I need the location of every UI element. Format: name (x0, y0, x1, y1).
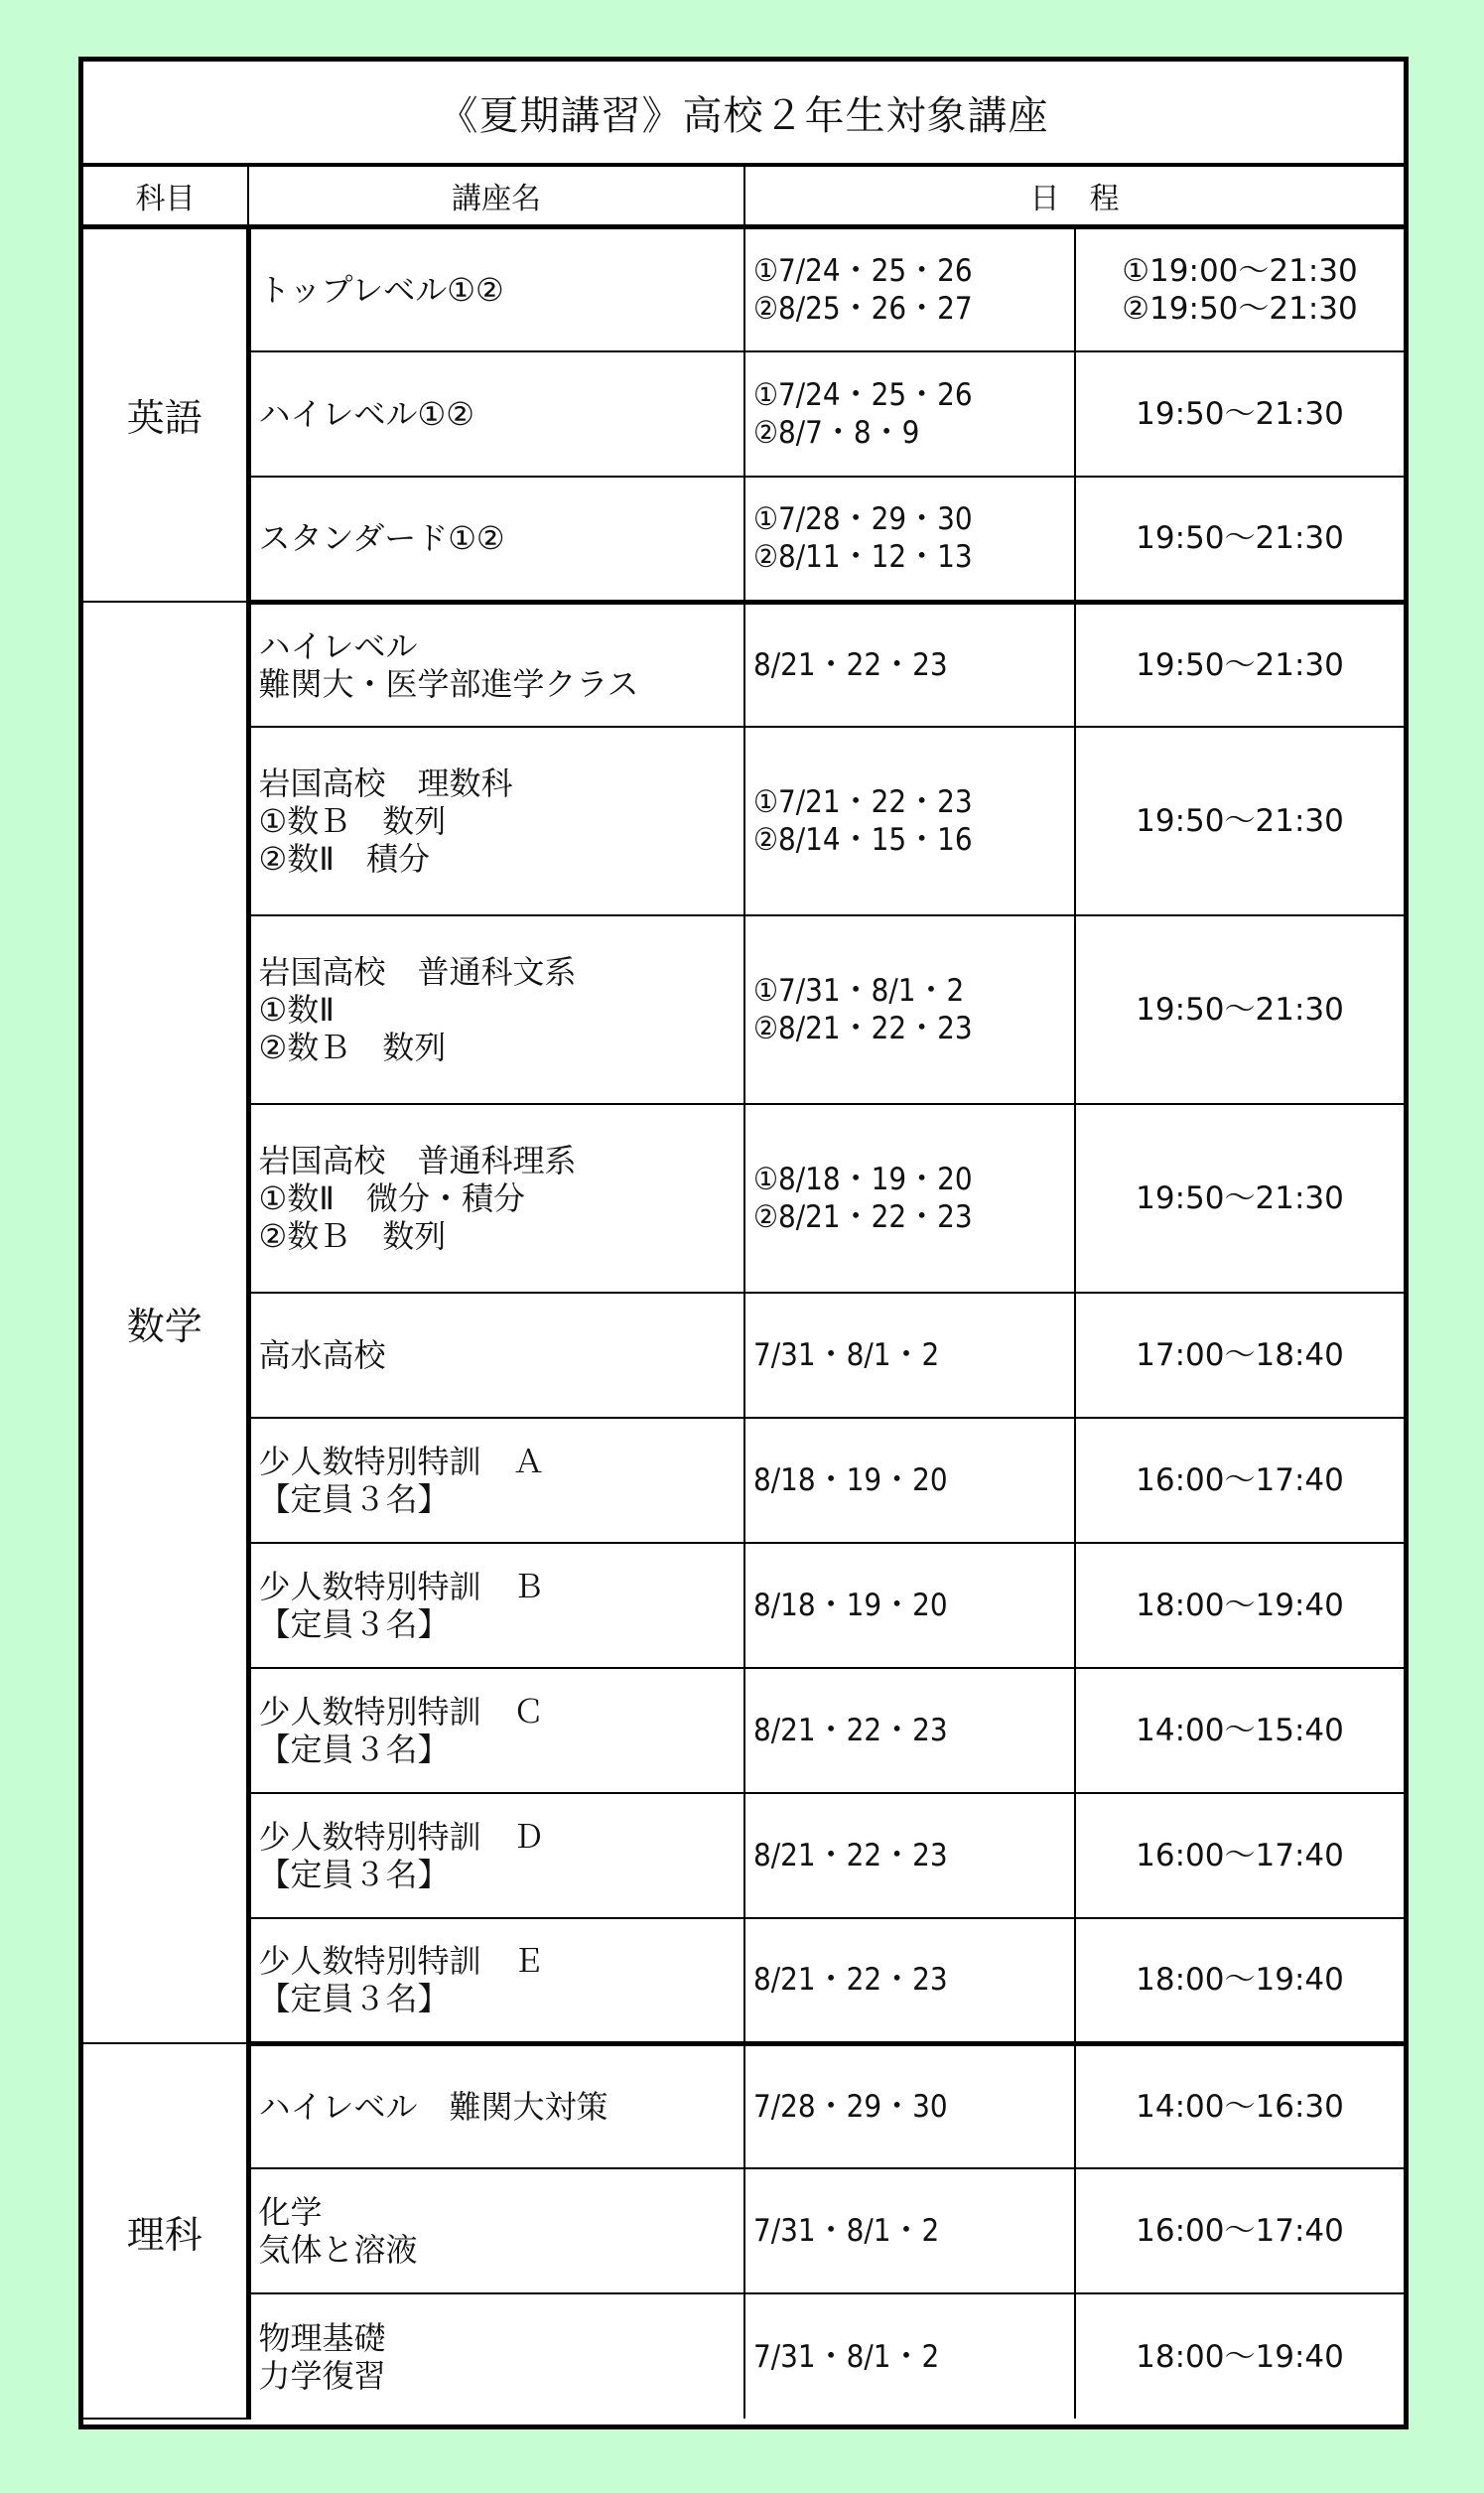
course-name-line: 物理基礎 (258, 2318, 386, 2357)
times-line: 19:50～21:30 (1136, 1180, 1344, 1216)
dates-line: 7/31・8/1・2 (753, 1337, 940, 1373)
dates-cell (744, 1418, 1075, 1543)
header-schedule: 日 程 (744, 167, 1404, 226)
course-name-line: 難関大・医学部進学クラス (258, 664, 639, 703)
course-name-line: 【定員３名】 (258, 1731, 450, 1768)
table-row (83, 477, 1404, 602)
dates-line: 8/18・19・20 (753, 1588, 948, 1623)
schedule-sheet (78, 57, 1409, 2429)
dates-line: ②8/14・15・16 (753, 822, 973, 858)
table-row (83, 1543, 1404, 1668)
course-name-line: ①数Ⅱ 微分・積分 (258, 1179, 525, 1217)
dates-line: 8/21・22・23 (753, 1713, 948, 1748)
table-row (83, 1793, 1404, 1918)
course-name-cell (248, 1104, 744, 1293)
table-row (83, 226, 1404, 351)
course-name-line: ハイレベル①② (258, 395, 474, 433)
times-line: 14:00～15:40 (1136, 1713, 1344, 1748)
course-name-line: 少人数特別特訓 Ｅ (258, 1942, 545, 1981)
course-name-line: 【定員３名】 (258, 1480, 450, 1518)
times-cell (1075, 1793, 1404, 1918)
dates-cell (744, 915, 1075, 1104)
times-cell (1075, 727, 1404, 915)
dates-cell (744, 727, 1075, 915)
table-row (83, 351, 1404, 477)
times-line: 16:00～17:40 (1136, 2213, 1344, 2249)
dates-line: 7/31・8/1・2 (753, 2213, 940, 2249)
dates-line: ①7/31・8/1・2 (753, 973, 965, 1009)
table-row (83, 915, 1404, 1104)
times-cell (1075, 1918, 1404, 2043)
course-name-cell (248, 1543, 744, 1668)
times-cell (1075, 602, 1404, 727)
times-line: 19:50～21:30 (1136, 992, 1344, 1028)
dates-cell (744, 2293, 1075, 2419)
dates-line: ②8/7・8・9 (753, 415, 920, 451)
table-row (83, 2168, 1404, 2293)
times-line: ②19:50～21:30 (1122, 290, 1358, 327)
dates-cell (744, 1668, 1075, 1793)
dates-cell (744, 351, 1075, 477)
times-cell (1075, 477, 1404, 602)
dates-cell (744, 1104, 1075, 1293)
subject-cell: 数学 (83, 602, 248, 2043)
table-row (83, 2293, 1404, 2419)
course-name-line: 高水高校 (258, 1336, 386, 1374)
times-line: 18:00～19:40 (1136, 1962, 1344, 1999)
times-cell (1075, 1668, 1404, 1793)
times-line: 19:50～21:30 (1136, 520, 1344, 557)
course-name-line: 力学復習 (258, 2356, 386, 2395)
times-cell (1075, 2293, 1404, 2419)
course-name-cell (248, 1293, 744, 1418)
subject-cell: 英語 (83, 226, 248, 602)
course-name-line: 少人数特別特訓 Ｄ (258, 1818, 545, 1856)
times-line: 14:00～16:30 (1136, 2088, 1344, 2125)
dates-line: ②8/21・22・23 (753, 1199, 973, 1235)
dates-cell (744, 1918, 1075, 2043)
course-name-line: 少人数特別特訓 Ｂ (258, 1568, 545, 1605)
header-course: 講座名 (248, 167, 744, 226)
dates-line: ②8/11・12・13 (753, 539, 973, 576)
dates-cell (744, 1793, 1075, 1918)
table-row (83, 1104, 1404, 1293)
header-row (83, 167, 1404, 226)
times-line: 19:50～21:30 (1136, 396, 1344, 432)
course-name-cell (248, 2168, 744, 2293)
header-subject: 科目 (83, 167, 248, 226)
times-cell (1075, 1293, 1404, 1418)
course-name-cell (248, 226, 744, 351)
course-name-cell (248, 1793, 744, 1918)
times-cell (1075, 1543, 1404, 1668)
dates-line: 8/21・22・23 (753, 646, 948, 683)
times-line: 19:50～21:30 (1136, 646, 1344, 683)
course-name-line: トップレベル①② (258, 270, 504, 309)
table-row (83, 1418, 1404, 1543)
course-name-cell (248, 1668, 744, 1793)
table-row (83, 2043, 1404, 2168)
dates-cell (744, 1293, 1075, 1418)
course-name-line: スタンダード①② (258, 519, 505, 558)
course-name-line: ①数Ｂ 数列 (258, 802, 447, 840)
times-cell (1075, 226, 1404, 351)
dates-cell (744, 226, 1075, 351)
dates-cell (744, 477, 1075, 602)
course-name-line: 岩国高校 理数科 (258, 764, 513, 802)
times-line: 16:00～17:40 (1136, 1462, 1344, 1498)
page-title: 《夏期講習》高校２年生対象講座 (83, 62, 1404, 167)
dates-cell (744, 2043, 1075, 2168)
times-line: 17:00～18:40 (1136, 1337, 1344, 1373)
table-row (83, 1668, 1404, 1793)
course-name-cell (248, 602, 744, 727)
dates-line: ①7/21・22・23 (753, 784, 973, 820)
dates-line: ①7/28・29・30 (753, 501, 973, 538)
course-name-line: 【定員３名】 (258, 1856, 450, 1893)
course-name-line: ②数Ｂ 数列 (258, 1029, 447, 1066)
course-name-line: 少人数特別特訓 Ａ (258, 1443, 545, 1480)
dates-line: ①7/24・25・26 (753, 377, 973, 413)
course-name-line: 化学 (258, 2193, 323, 2231)
course-name-line: ハイレベル 難関大対策 (258, 2087, 608, 2126)
course-name-cell (248, 915, 744, 1104)
dates-cell (744, 1543, 1075, 1668)
dates-line: ②8/21・22・23 (753, 1011, 973, 1046)
course-name-cell (248, 351, 744, 477)
times-cell (1075, 1418, 1404, 1543)
course-name-line: 気体と溶液 (258, 2231, 418, 2269)
course-name-line: ハイレベル (258, 626, 418, 665)
dates-cell (744, 602, 1075, 727)
table-row (83, 602, 1404, 727)
course-name-line: 岩国高校 普通科理系 (258, 1142, 577, 1179)
dates-line: ①8/18・19・20 (753, 1162, 973, 1197)
course-name-line: ①数Ⅱ (258, 991, 335, 1029)
table-row (83, 727, 1404, 915)
times-line: ①19:00～21:30 (1122, 252, 1358, 289)
dates-line: 7/28・29・30 (753, 2088, 948, 2125)
times-cell (1075, 1104, 1404, 1293)
dates-cell (744, 2168, 1075, 2293)
course-name-cell (248, 2293, 744, 2419)
course-name-line: ②数Ⅱ 積分 (258, 840, 430, 878)
course-name-cell (248, 1918, 744, 2043)
times-cell (1075, 351, 1404, 477)
subject-cell: 理科 (83, 2043, 248, 2419)
dates-line: 7/31・8/1・2 (753, 2338, 940, 2375)
course-name-cell (248, 727, 744, 915)
dates-line: ①7/24・25・26 (753, 252, 973, 289)
course-schedule-body (83, 167, 1404, 2419)
dates-line: 8/21・22・23 (753, 1838, 948, 1873)
dates-line: 8/21・22・23 (753, 1962, 948, 1999)
course-name-line: 岩国高校 普通科文系 (258, 953, 577, 991)
dates-line: 8/18・19・20 (753, 1462, 948, 1498)
times-cell (1075, 2043, 1404, 2168)
course-schedule-table (83, 167, 1404, 2420)
table-row (83, 1918, 1404, 2043)
course-name-line: 【定員３名】 (258, 1605, 450, 1643)
table-row (83, 1293, 1404, 1418)
times-line: 19:50～21:30 (1136, 803, 1344, 839)
times-cell (1075, 2168, 1404, 2293)
times-line: 16:00～17:40 (1136, 1838, 1344, 1873)
times-line: 18:00～19:40 (1136, 2338, 1344, 2375)
course-name-line: ②数Ｂ 数列 (258, 1217, 447, 1255)
dates-line: ②8/25・26・27 (753, 290, 973, 327)
course-name-line: 少人数特別特訓 Ｃ (258, 1693, 545, 1731)
course-name-line: 【定員３名】 (258, 1980, 450, 2018)
course-name-cell (248, 2043, 744, 2168)
course-name-cell (248, 1418, 744, 1543)
course-name-cell (248, 477, 744, 602)
times-line: 18:00～19:40 (1136, 1588, 1344, 1623)
times-cell (1075, 915, 1404, 1104)
